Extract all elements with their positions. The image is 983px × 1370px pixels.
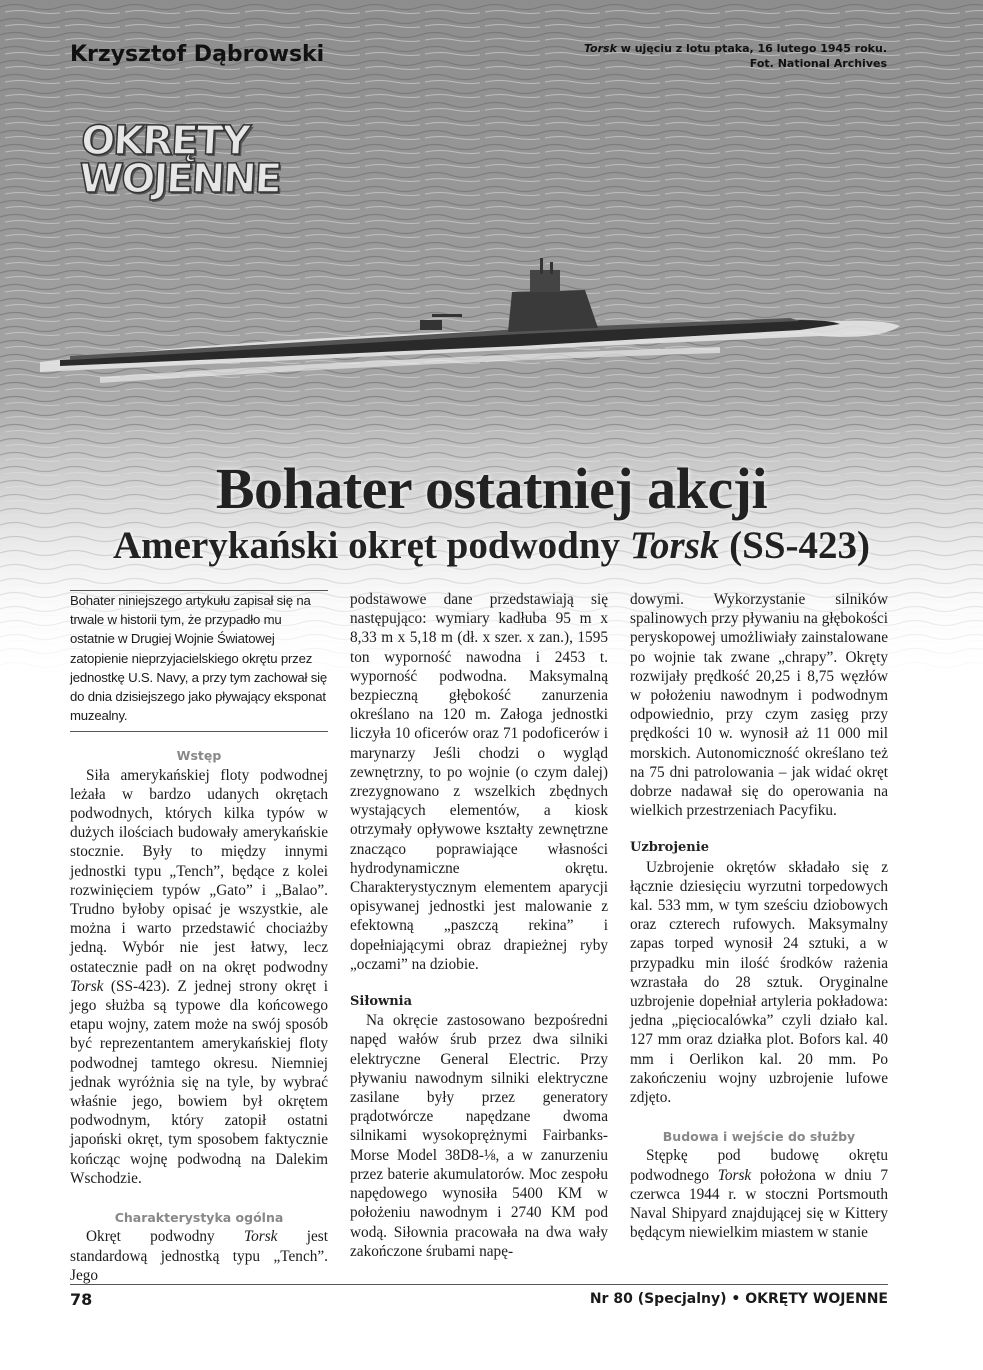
photo-caption (547, 42, 887, 71)
char-text-a: Okręt podwodny (86, 1228, 244, 1246)
section-heading-wstep: Wstęp (176, 748, 222, 764)
uzbrojenie-paragraph: Uzbrojenie okrętów składało się z łącznie dziesięciu wyrzutni torpedowych kal. 533 mm, w tym sześciu dziobowych oraz czterech rufowych. Maksymalny zapas torped wynosił 24 sztuki, a w przypadku min ilość środków rażenia wzrastała do 28 sztuk. Oryginalne uzbrojenie dopełniał artyleria pokładowa: jedna „pięciocalówka” czyli działo kal. 127 mm oraz działka plot. Bofors kal. 40 mm i Oerlikon kal. 20 mm. Po zakończeniu wojny uzbrojenie lufowe zdjęto. (630, 858, 888, 1107)
subtitle-ship-name: Torsk (629, 524, 720, 567)
lead-paragraph: Bohater niniejszego artykułu zapisał się na trwale w historii tym, że przypadło mu ostatnie w Drugiej Wojnie Światowej zatopienie nieprzyjacielskiego okrętu przez jednostkę U.S. Navy, a przy tym zachował się do dnia dzisiejszego jako pływający eksponat muzealny. (70, 590, 328, 732)
section-heading-budowa: Budowa i wejście do służby (662, 1129, 856, 1145)
char-paragraph-start (70, 1227, 328, 1285)
submarine-photo (0, 0, 983, 680)
section-heading-uzbrojenie: Uzbrojenie (630, 840, 709, 856)
char-ship-name: Torsk (244, 1228, 278, 1246)
budowa-text-a: Stępkę pod budowę okrętu podwodnego (630, 1147, 888, 1184)
caption-text: w ujęciu z lotu ptaka, 16 lutego 1945 roku. (616, 42, 887, 55)
magazine-logo (78, 118, 282, 206)
page-number: 78 (70, 1290, 93, 1309)
subtitle-post: (SS-423) (719, 524, 871, 567)
article-subtitle (0, 523, 983, 568)
author-name: Krzysztof Dąbrowski (70, 42, 325, 67)
budowa-paragraph (630, 1146, 888, 1242)
section-heading-silownia: Siłownia (350, 994, 413, 1010)
issue-label: Nr 80 (Specjalny) • OKRĘTY WOJENNE (589, 1291, 888, 1307)
char-text-b: jest standardową jednostką typu „Tench”. Jego (70, 1228, 328, 1284)
caption-credit: Fot. National Archives (749, 56, 887, 70)
wstep-text-b: (SS-423). Z jednej strony okręt i jego służba są typowe dla końcowego etapu wojny, zatem może na swój sposób być reprezentantem amerykańskiej floty podwodnej tamtego okresu. Niemniej jednak wyróżnia się na tyle, by wybrać właśnie jego, bowiem był okrętem podwodnym, który zatopił ostatni japoński okręt, tym sposobem faktycznie kończąc wojnę podwodną na Dalekim Wschodzie. (70, 977, 328, 1187)
budowa-ship-name: Torsk (717, 1166, 752, 1184)
section-heading-charakterystyka: Charakterystyka ogólna (114, 1210, 284, 1226)
silownia-paragraph: Na okręcie zastosowano bezpośredni napęd wałów śrub przez dwa silniki elektryczne General Electric. Przy pływaniu nawodnym silniki elektryczne zasilane były przez generatory prądotwórcze napędzane dwoma silnikami wysokoprężnymi Fairbanks-Morse Model 38D8-⅛, a w zanurzeniu przez baterie akumulatorów. Moc zespołu napędowego wynosiła 5400 KM w położeniu nawodnym i 2740 KM pod wodą. Siłownia pracowała na dwa wały zakończone śrubami napę- (350, 1012, 608, 1260)
logo-line-2: WOJENNE (78, 156, 282, 202)
article-title: Bohater ostatniej akcji (215, 456, 768, 521)
column-2 (350, 590, 608, 1261)
column-3 (630, 590, 888, 1243)
column-1 (70, 590, 328, 1285)
logo-line-1: OKRĘTY (80, 118, 250, 164)
wstep-paragraph (70, 766, 328, 1188)
footer-divider (70, 1284, 888, 1285)
subtitle-pre: Amerykański okręt podwodny (112, 524, 630, 567)
char-paragraph-continued: podstawowe dane przedstawiają się następująco: wymiary kadłuba 95 m x 8,33 m x 5,18 m (dł. x szer. x zan.), 1595 ton wyporność nawodna i 2453 t. wyporność podwodna. Maksymalną bezpieczną głębokość zanurzenia określano na 120 m. Załoga jednostki liczyła 10 oficerów oraz 71 podoficerów i marynarzy Jeśli chodzi o wygląd zewnętrzny, to po wojnie (o czym dalej) zrezygnowano z wszelkich zbędnych wystających elementów, a kiosk otrzymały opływowe kształty zewnętrzne znacząco poprawiające własności hydrodynamiczne okrętu. Charakterystycznym elementem aparycji opisywanej jednostki jest malowanie z efektowną „paszczą rekina” i dopełniającymi obraz drapieżnej ryby „oczami” na dziobie. (350, 591, 608, 973)
caption-ship-name: Torsk (583, 42, 617, 55)
budowa-text-b: położona w dniu 7 czerwca 1944 r. w stoczni Portsmouth Naval Shipyard znajdującej się w Kittery będącym niewielkim miastem w stanie (630, 1166, 888, 1242)
wstep-ship-name: Torsk (70, 977, 104, 995)
silownia-paragraph-continued: dowymi. Wykorzystanie silników spalinowych przy pływaniu na głębokości peryskopowej umożliwiały zainstalowane po wojnie tak zwane „chrapy”. Okręty rozwijały prędkość 20,25 i 8,75 węzłów w położeniu nawodnym i podwodnym odpowiednio, przy czym zasięg przy prędkości 10 w. wynosił aż 11 000 mil morskich. Autonomiczność określano też na 75 dni patrolowania – jak widać okręt dobrze nadawał się do operowania na wielkich przestrzeniach Pacyfiku. (630, 591, 888, 820)
wstep-text-a: Siła amerykańskiej floty podwodnej leżała w bardzo udanych okrętach podwodnych, których kilka typów w dużych ilościach budowały amerykańskie stocznie. Były to między innymi jednostki typu „Tench”, będące z kolei rozwinięciem typów „Gato” i „Balao”. Trudno byłoby opisać je wszystkie, ale można i warto przedstawić chociażby jedną. Wybór nie jest łatwy, lecz ostatecznie padł on na okręt podwodny (70, 766, 328, 976)
